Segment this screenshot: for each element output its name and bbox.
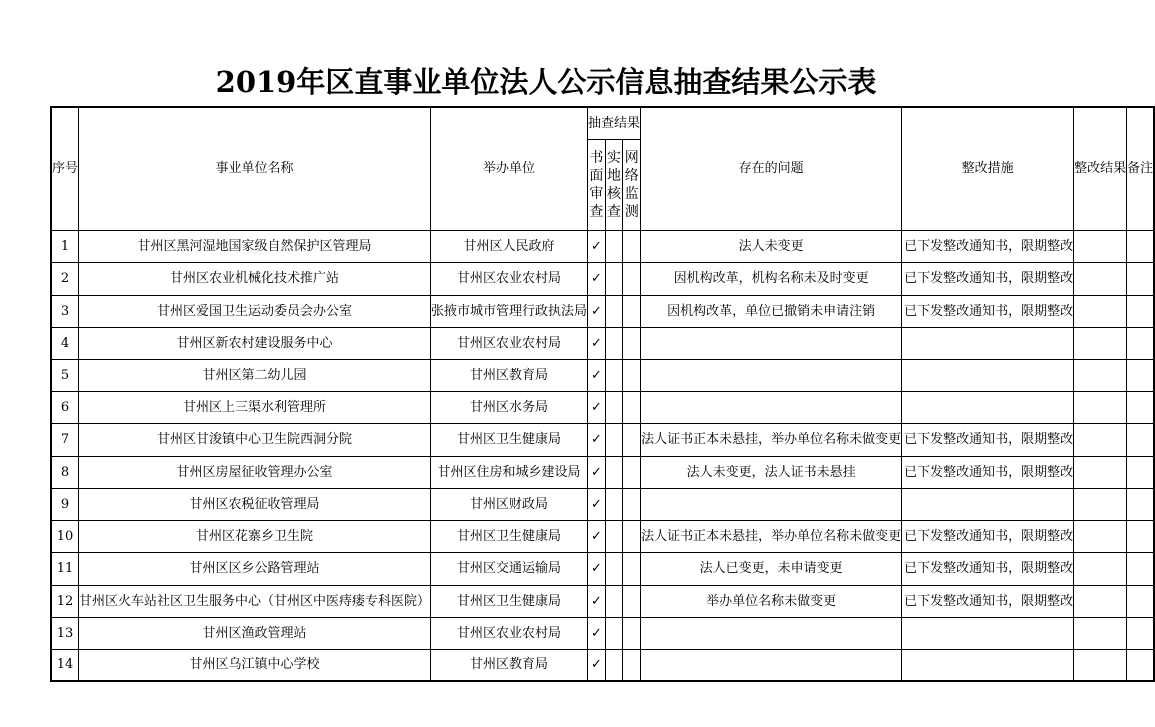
header-measures: 整改措施 [902, 107, 1074, 230]
row-network-monitor [623, 327, 641, 359]
row-unit-name: 甘州区第二幼儿园 [79, 359, 431, 391]
row-result [1074, 295, 1127, 327]
row-problem: 举办单位名称未做变更 [641, 585, 902, 617]
row-measure: 已下发整改通知书，限期整改 [902, 423, 1074, 456]
row-result [1074, 520, 1127, 552]
row-seq: 3 [51, 295, 79, 327]
row-network-monitor [623, 617, 641, 649]
row-result [1074, 617, 1127, 649]
row-problem: 法人已变更，未申请变更 [641, 552, 902, 585]
table-row [51, 262, 1154, 295]
header-network-monitor: 网络监测 [623, 139, 641, 230]
row-organizer: 甘州区教育局 [431, 649, 588, 681]
row-network-monitor [623, 552, 641, 585]
row-organizer: 甘州区农业农村局 [431, 327, 588, 359]
row-organizer: 甘州区财政局 [431, 488, 588, 520]
table-row [51, 295, 1154, 327]
row-problem: 因机构改革，机构名称未及时变更 [641, 262, 902, 295]
row-result [1074, 262, 1127, 295]
row-organizer: 张掖市城市管理行政执法局 [431, 295, 588, 327]
row-problem [641, 488, 902, 520]
row-remarks [1127, 488, 1155, 520]
row-remarks [1127, 585, 1155, 617]
row-written-review-check: ✓ [588, 520, 606, 552]
row-written-review-check: ✓ [588, 649, 606, 681]
row-remarks [1127, 327, 1155, 359]
row-organizer: 甘州区农业农村局 [431, 262, 588, 295]
row-problem: 法人证书正本未悬挂，举办单位名称未做变更 [641, 520, 902, 552]
table-row [51, 359, 1154, 391]
row-seq: 11 [51, 552, 79, 585]
row-measure: 已下发整改通知书，限期整改 [902, 262, 1074, 295]
row-written-review-check: ✓ [588, 456, 606, 488]
row-unit-name: 甘州区农税征收管理局 [79, 488, 431, 520]
row-network-monitor [623, 649, 641, 681]
row-site-check [605, 552, 623, 585]
row-measure [902, 488, 1074, 520]
table-row [51, 649, 1154, 681]
row-organizer: 甘州区卫生健康局 [431, 585, 588, 617]
table-row [51, 520, 1154, 552]
row-seq: 14 [51, 649, 79, 681]
row-network-monitor [623, 295, 641, 327]
row-site-check [605, 262, 623, 295]
row-result [1074, 327, 1127, 359]
row-written-review-check: ✓ [588, 327, 606, 359]
row-organizer: 甘州区人民政府 [431, 230, 588, 262]
row-result [1074, 391, 1127, 423]
row-remarks [1127, 230, 1155, 262]
row-organizer: 甘州区教育局 [431, 359, 588, 391]
table-row [51, 617, 1154, 649]
row-written-review-check: ✓ [588, 262, 606, 295]
row-unit-name: 甘州区上三渠水利管理所 [79, 391, 431, 423]
header-written-review: 书面审查 [588, 139, 606, 230]
row-site-check [605, 295, 623, 327]
row-seq: 2 [51, 262, 79, 295]
row-result [1074, 456, 1127, 488]
row-unit-name: 甘州区渔政管理站 [79, 617, 431, 649]
row-result [1074, 585, 1127, 617]
table-row [51, 488, 1154, 520]
row-unit-name: 甘州区新农村建设服务中心 [79, 327, 431, 359]
table-row [51, 456, 1154, 488]
row-remarks [1127, 649, 1155, 681]
row-written-review-check: ✓ [588, 423, 606, 456]
row-unit-name: 甘州区火车站社区卫生服务中心（甘州区中医痔瘘专科医院） [79, 585, 431, 617]
row-measure: 已下发整改通知书，限期整改 [902, 552, 1074, 585]
row-unit-name: 甘州区乌江镇中心学校 [79, 649, 431, 681]
row-organizer: 甘州区卫生健康局 [431, 423, 588, 456]
page-title: 2019年区直事业单位法人公示信息抽查结果公示表 [215, 65, 877, 99]
row-written-review-check: ✓ [588, 585, 606, 617]
table-row [51, 327, 1154, 359]
row-written-review-check: ✓ [588, 391, 606, 423]
row-written-review-check: ✓ [588, 552, 606, 585]
row-organizer: 甘州区水务局 [431, 391, 588, 423]
row-seq: 5 [51, 359, 79, 391]
row-organizer: 甘州区农业农村局 [431, 617, 588, 649]
row-remarks [1127, 617, 1155, 649]
row-site-check [605, 585, 623, 617]
row-site-check [605, 617, 623, 649]
table-row [51, 230, 1154, 262]
row-written-review-check: ✓ [588, 359, 606, 391]
row-site-check [605, 488, 623, 520]
row-network-monitor [623, 359, 641, 391]
row-remarks [1127, 520, 1155, 552]
row-seq: 9 [51, 488, 79, 520]
row-problem [641, 327, 902, 359]
row-remarks [1127, 295, 1155, 327]
row-measure: 已下发整改通知书，限期整改 [902, 585, 1074, 617]
header-row-top [51, 107, 1154, 139]
row-written-review-check: ✓ [588, 488, 606, 520]
row-network-monitor [623, 262, 641, 295]
row-site-check [605, 456, 623, 488]
row-unit-name: 甘州区黑河湿地国家级自然保护区管理局 [79, 230, 431, 262]
row-problem [641, 359, 902, 391]
row-written-review-check: ✓ [588, 295, 606, 327]
header-check-result: 抽查结果 [588, 107, 641, 139]
row-measure [902, 359, 1074, 391]
row-problem [641, 649, 902, 681]
row-remarks [1127, 552, 1155, 585]
row-written-review-check: ✓ [588, 230, 606, 262]
row-measure: 已下发整改通知书，限期整改 [902, 456, 1074, 488]
row-result [1074, 423, 1127, 456]
row-site-check [605, 327, 623, 359]
row-problem [641, 617, 902, 649]
row-site-check [605, 230, 623, 262]
row-remarks [1127, 262, 1155, 295]
row-measure: 已下发整改通知书，限期整改 [902, 230, 1074, 262]
row-unit-name: 甘州区农业机械化技术推广站 [79, 262, 431, 295]
header-seq: 序号 [51, 107, 79, 230]
row-unit-name: 甘州区区乡公路管理站 [79, 552, 431, 585]
row-unit-name: 甘州区爱国卫生运动委员会办公室 [79, 295, 431, 327]
row-problem [641, 391, 902, 423]
row-network-monitor [623, 230, 641, 262]
row-network-monitor [623, 585, 641, 617]
row-measure [902, 649, 1074, 681]
row-measure [902, 391, 1074, 423]
row-written-review-check: ✓ [588, 617, 606, 649]
row-seq: 7 [51, 423, 79, 456]
row-seq: 4 [51, 327, 79, 359]
row-result [1074, 230, 1127, 262]
row-unit-name: 甘州区花寨乡卫生院 [79, 520, 431, 552]
row-network-monitor [623, 456, 641, 488]
row-remarks [1127, 456, 1155, 488]
header-site-check: 实地核查 [605, 139, 623, 230]
row-result [1074, 359, 1127, 391]
row-network-monitor [623, 391, 641, 423]
table-row [51, 423, 1154, 456]
row-site-check [605, 391, 623, 423]
row-organizer: 甘州区住房和城乡建设局 [431, 456, 588, 488]
row-organizer: 甘州区卫生健康局 [431, 520, 588, 552]
row-remarks [1127, 391, 1155, 423]
row-seq: 13 [51, 617, 79, 649]
header-problems: 存在的问题 [641, 107, 902, 230]
row-measure [902, 617, 1074, 649]
row-result [1074, 488, 1127, 520]
row-seq: 8 [51, 456, 79, 488]
row-seq: 6 [51, 391, 79, 423]
row-site-check [605, 520, 623, 552]
row-seq: 10 [51, 520, 79, 552]
row-network-monitor [623, 488, 641, 520]
row-organizer: 甘州区交通运输局 [431, 552, 588, 585]
row-measure [902, 327, 1074, 359]
header-unit-name: 事业单位名称 [79, 107, 431, 230]
row-unit-name: 甘州区甘浚镇中心卫生院西洞分院 [79, 423, 431, 456]
row-remarks [1127, 359, 1155, 391]
row-problem: 因机构改革，单位已撤销未申请注销 [641, 295, 902, 327]
row-site-check [605, 359, 623, 391]
row-result [1074, 649, 1127, 681]
row-remarks [1127, 423, 1155, 456]
row-seq: 12 [51, 585, 79, 617]
row-problem: 法人证书正本未悬挂，举办单位名称未做变更 [641, 423, 902, 456]
header-result: 整改结果 [1074, 107, 1127, 230]
row-seq: 1 [51, 230, 79, 262]
row-measure: 已下发整改通知书，限期整改 [902, 520, 1074, 552]
header-remarks: 备注 [1127, 107, 1155, 230]
inspection-results-table [50, 106, 1155, 682]
table-row [51, 391, 1154, 423]
row-problem: 法人未变更 [641, 230, 902, 262]
row-site-check [605, 649, 623, 681]
row-measure: 已下发整改通知书，限期整改 [902, 295, 1074, 327]
row-network-monitor [623, 423, 641, 456]
row-network-monitor [623, 520, 641, 552]
row-site-check [605, 423, 623, 456]
row-problem: 法人未变更，法人证书未悬挂 [641, 456, 902, 488]
row-result [1074, 552, 1127, 585]
table-row [51, 552, 1154, 585]
header-organizer: 举办单位 [431, 107, 588, 230]
table-row [51, 585, 1154, 617]
row-unit-name: 甘州区房屋征收管理办公室 [79, 456, 431, 488]
